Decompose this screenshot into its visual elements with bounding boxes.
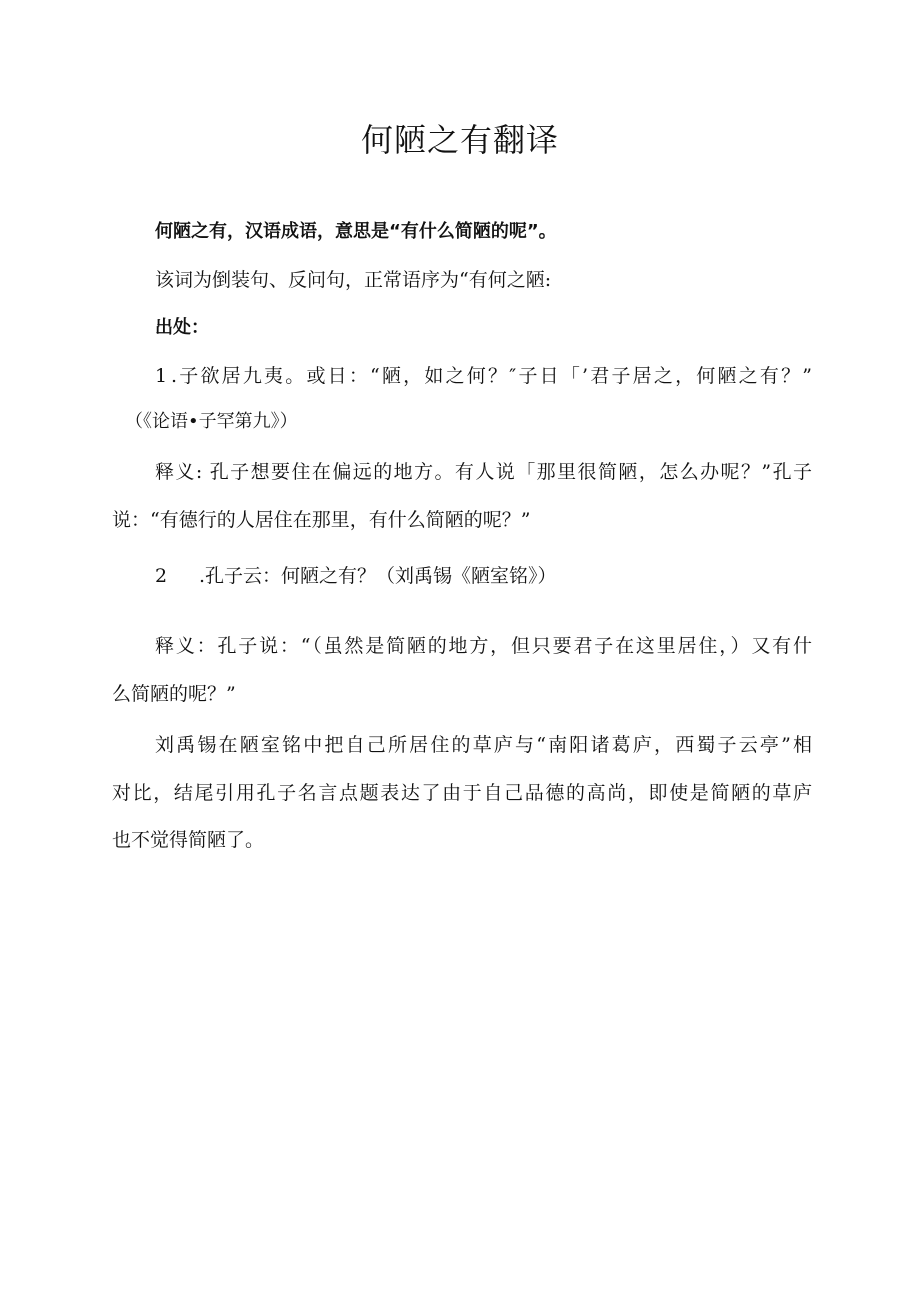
definition-paragraph: 何陋之有，汉语成语，意思是“有什么简陋的呢”。 — [155, 221, 557, 242]
interpretation-2-line-1: 释义：孔子说：“（虽然是简陋的地方，但只要君子在这里居住，）又有什 — [155, 635, 812, 657]
conclusion-line-2: 对比，结尾引用孔子名言点题表达了由于自己品德的高尚，即使是简陋的草庐 — [112, 782, 812, 804]
source-heading: 出处： — [155, 317, 209, 338]
interpretation-1-line-2: 说：“有德行的人居住在那里，有什么简陋的呢？” — [112, 509, 531, 531]
source-item-2-number: 2 — [155, 565, 168, 587]
conclusion-line-3: 也不觉得简陋了。 — [112, 829, 265, 851]
source-item-1-text: .子欲居九夷。或日：“陋，如之何？″子日「’君子居之，何陋之有？” — [171, 365, 812, 387]
source-item-1-number: 1 — [155, 365, 168, 387]
interpretation-1-line-1: 释义: 孔子想要住在偏远的地方。有人说「那里很简陋，怎么办呢？”孔子 — [155, 461, 812, 483]
interpretation-2-line-2: 么简陋的呢？” — [112, 683, 236, 705]
source-item-2 — [155, 562, 557, 590]
document-title: 何陋之有翻译 — [360, 121, 559, 159]
source-item-1-citation: （《论语•子罕第九》） — [125, 411, 298, 432]
source-item-2-text: .孔子云：何陋之有？（刘禹锡《陋室铭》） — [199, 565, 557, 587]
word-order-paragraph: 该词为倒装句、反问句，正常语序为“有何之陋: — [155, 269, 552, 291]
conclusion-line-1: 刘禹锡在陋室铭中把自己所居住的草庐与“南阳诸葛庐，西蜀子云亭”相 — [155, 734, 812, 756]
source-item-1 — [155, 362, 812, 390]
